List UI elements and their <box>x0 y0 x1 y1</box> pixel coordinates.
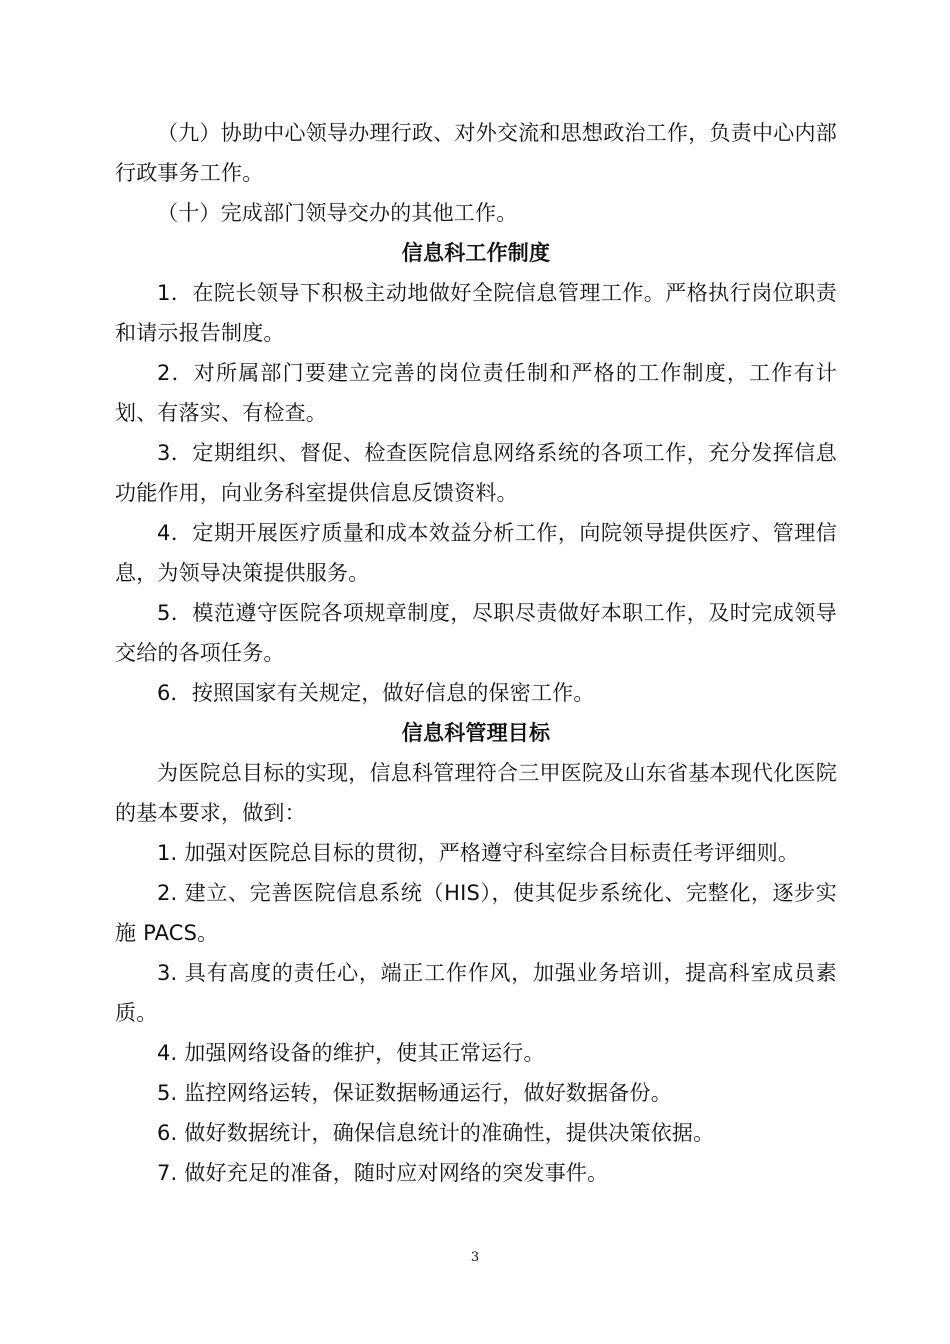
section-title-work-rules: 信息科工作制度 <box>401 241 551 265</box>
management-goal-item: 2. 建立、完善医院信息系统（HIS），使其促步系统化、完整化，逐步实施 PACS。 <box>115 881 837 945</box>
page-number: 3 <box>470 1250 480 1265</box>
management-goal-item: 6. 做好数据统计，确保信息统计的准确性，提供决策依据。 <box>157 1121 715 1145</box>
management-goal-item: 1. 加强对医院总目标的贯彻，严格遵守科室综合目标责任考评细则。 <box>157 841 800 865</box>
work-rule-item: 5．模范遵守医院各项规章制度，尽职尽责做好本职工作，及时完成领导交给的各项任务。 <box>115 601 837 665</box>
management-goal-item: 7. 做好充足的准备，随时应对网络的突发事件。 <box>157 1161 609 1185</box>
section-title-management-goals: 信息科管理目标 <box>401 721 551 745</box>
work-rule-item: 1．在院长领导下积极主动地做好全院信息管理工作。严格执行岗位职责和请示报告制度。 <box>115 281 837 345</box>
work-rule-item: 4．定期开展医疗质量和成本效益分析工作，向院领导提供医疗、管理信息，为领导决策提供服务。 <box>115 521 837 585</box>
management-goals-intro: 为医院总目标的实现，信息科管理符合三甲医院及山东省基本现代化医院的基本要求，做到： <box>115 761 837 825</box>
work-rule-item: 3．定期组织、督促、检查医院信息网络系统的各项工作，充分发挥信息功能作用，向业务科室提供信息反馈资料。 <box>115 441 837 505</box>
work-rule-item: 6．按照国家有关规定，做好信息的保密工作。 <box>157 681 595 705</box>
management-goal-item: 4. 加强网络设备的维护，使其正常运行。 <box>157 1041 545 1065</box>
work-rule-item: 2．对所属部门要建立完善的岗位责任制和严格的工作制度，工作有计划、有落实、有检查。 <box>115 361 837 425</box>
management-goal-item: 3. 具有高度的责任心，端正工作作风，加强业务培训，提高科室成员素质。 <box>115 961 837 1025</box>
document-body <box>115 113 837 1193</box>
paragraph-ten: （十）完成部门领导交办的其他工作。 <box>157 201 518 225</box>
paragraph-nine: （九）协助中心领导办理行政、对外交流和思想政治工作，负责中心内部行政事务工作。 <box>115 121 837 185</box>
management-goal-item: 5. 监控网络运转，保证数据畅通运行，做好数据备份。 <box>157 1081 672 1105</box>
